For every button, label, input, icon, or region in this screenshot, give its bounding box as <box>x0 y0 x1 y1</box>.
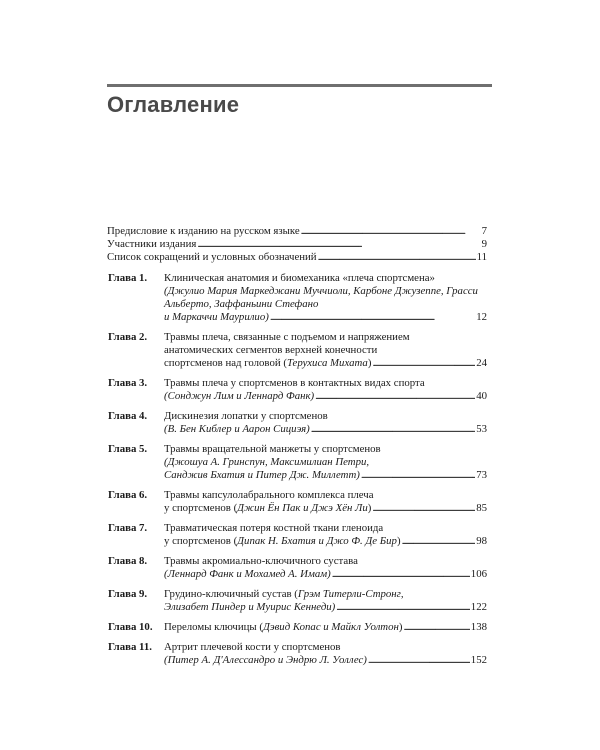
chapter-number: Глава 11. <box>108 641 152 653</box>
chapter-title-line <box>164 588 487 601</box>
chapter-last-line <box>164 423 487 436</box>
front-matter-label: Список сокращений и условных обозначений <box>107 251 317 263</box>
chapter-title-text: ) <box>398 621 403 633</box>
page-number: 73 <box>476 469 487 481</box>
chapter-authors: Терухиса Михата <box>286 357 368 369</box>
chapter-title-text: ) <box>367 502 372 514</box>
chapter-number: Глава 6. <box>108 489 148 501</box>
chapter-entry[interactable] <box>107 377 487 403</box>
chapter-title-line: Травматическая потеря костной ткани гленоида <box>164 522 384 534</box>
chapter-body <box>164 272 487 324</box>
chapter-entry[interactable] <box>107 555 487 581</box>
dot-leader <box>368 654 470 667</box>
front-matter-label: Предисловие к изданию на русском языке <box>107 225 300 237</box>
chapter-body <box>164 377 487 403</box>
dot-leader <box>403 621 469 634</box>
dot-leader <box>361 469 475 482</box>
page-number: 98 <box>476 535 487 547</box>
front-matter-label: Участники издания <box>107 238 197 250</box>
chapter-body <box>164 522 487 548</box>
chapter-title-line: Травмы акромиально-ключичного сустава <box>164 555 358 567</box>
page-number: 85 <box>476 502 487 514</box>
chapter-authors: Грэм Титерли-Стронг, <box>297 588 404 600</box>
chapter-title-text: спортсменов над головой ( <box>164 357 287 369</box>
chapter-last-line <box>164 390 487 403</box>
dot-leader <box>301 225 481 238</box>
chapter-number: Глава 2. <box>108 331 148 343</box>
chapter-last-line <box>164 601 487 614</box>
dot-leader <box>270 311 475 324</box>
page-number: 40 <box>476 390 487 402</box>
chapter-title-line: Травмы плеча у спортсменов в контактных видах спорта <box>164 377 425 389</box>
chapter-number: Глава 10. <box>108 621 153 633</box>
chapter-number: Глава 8. <box>108 555 148 567</box>
page-number: 106 <box>470 568 487 580</box>
chapter-authors: и Маркаччи Маурилио) <box>164 311 269 323</box>
page-number: 122 <box>470 601 487 613</box>
chapter-last-line <box>164 568 487 581</box>
chapter-authors: Дэвид Копас и Майкл Уолтон <box>262 621 399 633</box>
chapter-number: Глава 4. <box>108 410 148 422</box>
chapter-authors: Санджив Бхатия и Питер Дж. Миллетт) <box>164 469 360 481</box>
chapter-entry[interactable] <box>107 588 487 614</box>
chapter-authors-line: Альберто, Заффаньини Стефано <box>164 298 319 310</box>
front-matter-item[interactable] <box>107 238 487 251</box>
chapter-list <box>107 272 487 667</box>
page-number: 12 <box>476 311 487 323</box>
dot-leader <box>336 601 470 614</box>
chapter-title-text: у спортсменов ( <box>164 502 238 514</box>
chapter-authors: (Питер А. Д'Алессандро и Эндрю Л. Уоллес) <box>164 654 367 666</box>
chapter-title-line: Артрит плечевой кости у спортсменов <box>164 641 341 653</box>
chapter-title-text: Переломы ключицы ( <box>164 621 263 633</box>
page-number: 7 <box>481 225 487 237</box>
chapter-number: Глава 1. <box>108 272 148 284</box>
page-number: 138 <box>470 621 487 633</box>
chapter-authors: (В. Бен Киблер и Аарон Сициэя) <box>164 423 310 435</box>
chapter-title-text: ) <box>367 357 372 369</box>
chapter-title-line: Травмы вращательной манжеты у спортсменов <box>164 443 381 455</box>
page-number: 53 <box>476 423 487 435</box>
chapter-authors: Джин Ён Пак и Джэ Хён Ли <box>237 502 368 514</box>
front-matter-item[interactable] <box>107 251 487 264</box>
chapter-body <box>164 621 487 634</box>
chapter-authors-line: (Джулио Мария Маркеджани Муччиоли, Карбоне Джузеппе, Грасси <box>164 285 478 297</box>
chapter-authors: (Сонджун Лим и Леннард Фанк) <box>164 390 315 402</box>
chapter-title-text: у спортсменов ( <box>164 535 238 547</box>
chapter-title-line: Травмы плеча, связанные с подъемом и напряжением <box>164 331 410 343</box>
chapter-entry[interactable] <box>107 410 487 436</box>
chapter-title-line: Клиническая анатомия и биомеханика «плеча спортсмена» <box>164 272 435 284</box>
dot-leader <box>372 502 475 515</box>
page-title: Оглавление <box>107 92 240 117</box>
chapter-number: Глава 3. <box>108 377 148 389</box>
chapter-entry[interactable] <box>107 522 487 548</box>
chapter-entry[interactable] <box>107 272 487 324</box>
chapter-entry[interactable] <box>107 331 487 370</box>
front-matter-item[interactable] <box>107 225 487 238</box>
header-rule <box>107 84 492 87</box>
chapter-body <box>164 641 487 667</box>
dot-leader <box>311 423 476 436</box>
dot-leader <box>372 357 475 370</box>
page-number: 152 <box>470 654 487 666</box>
dot-leader <box>402 535 476 548</box>
page-number: 9 <box>481 238 487 250</box>
chapter-title-text: Грудино-ключичный сустав ( <box>164 588 298 600</box>
chapter-authors: Дипак Н. Бхатия и Джо Ф. Де Бир <box>237 535 397 547</box>
chapter-title-line: Травмы капсулолабрального комплекса плеча <box>164 489 374 501</box>
chapter-last-line <box>164 311 487 324</box>
chapter-title-line: Дискинезия лопатки у спортсменов <box>164 410 328 422</box>
chapter-body <box>164 331 487 370</box>
chapter-authors-line: (Джошуа А. Гринспун, Максимилиан Петри, <box>164 456 370 468</box>
dot-leader <box>332 568 470 581</box>
chapter-last-line <box>164 357 487 370</box>
chapter-number: Глава 7. <box>108 522 148 534</box>
chapter-title-line: анатомических сегментов верхней конечности <box>164 344 378 356</box>
dot-leader <box>315 390 475 403</box>
dot-leader <box>197 238 480 251</box>
chapter-number: Глава 9. <box>108 588 148 600</box>
chapter-body <box>164 410 487 436</box>
table-of-contents <box>107 225 487 667</box>
chapter-body <box>164 489 487 515</box>
chapter-last-line <box>164 469 487 482</box>
chapter-last-line <box>164 535 487 548</box>
chapter-title-text: ) <box>396 535 401 547</box>
chapter-entry[interactable] <box>107 641 487 667</box>
chapter-entry[interactable] <box>107 489 487 515</box>
page-number: 11 <box>476 251 487 263</box>
chapter-body <box>164 588 487 614</box>
chapter-body <box>164 443 487 482</box>
chapter-last-line <box>164 654 487 667</box>
chapter-last-line <box>164 621 487 634</box>
page-number: 24 <box>476 357 487 369</box>
chapter-authors: (Леннард Фанк и Мохамед А. Имам) <box>164 568 331 580</box>
chapter-authors: Элизабет Пиндер и Муирис Кеннеди) <box>164 601 336 613</box>
dot-leader <box>318 251 476 264</box>
chapter-last-line <box>164 502 487 515</box>
chapter-number: Глава 5. <box>108 443 148 455</box>
chapter-body <box>164 555 487 581</box>
chapter-entry[interactable] <box>107 443 487 482</box>
chapter-entry[interactable] <box>107 621 487 634</box>
